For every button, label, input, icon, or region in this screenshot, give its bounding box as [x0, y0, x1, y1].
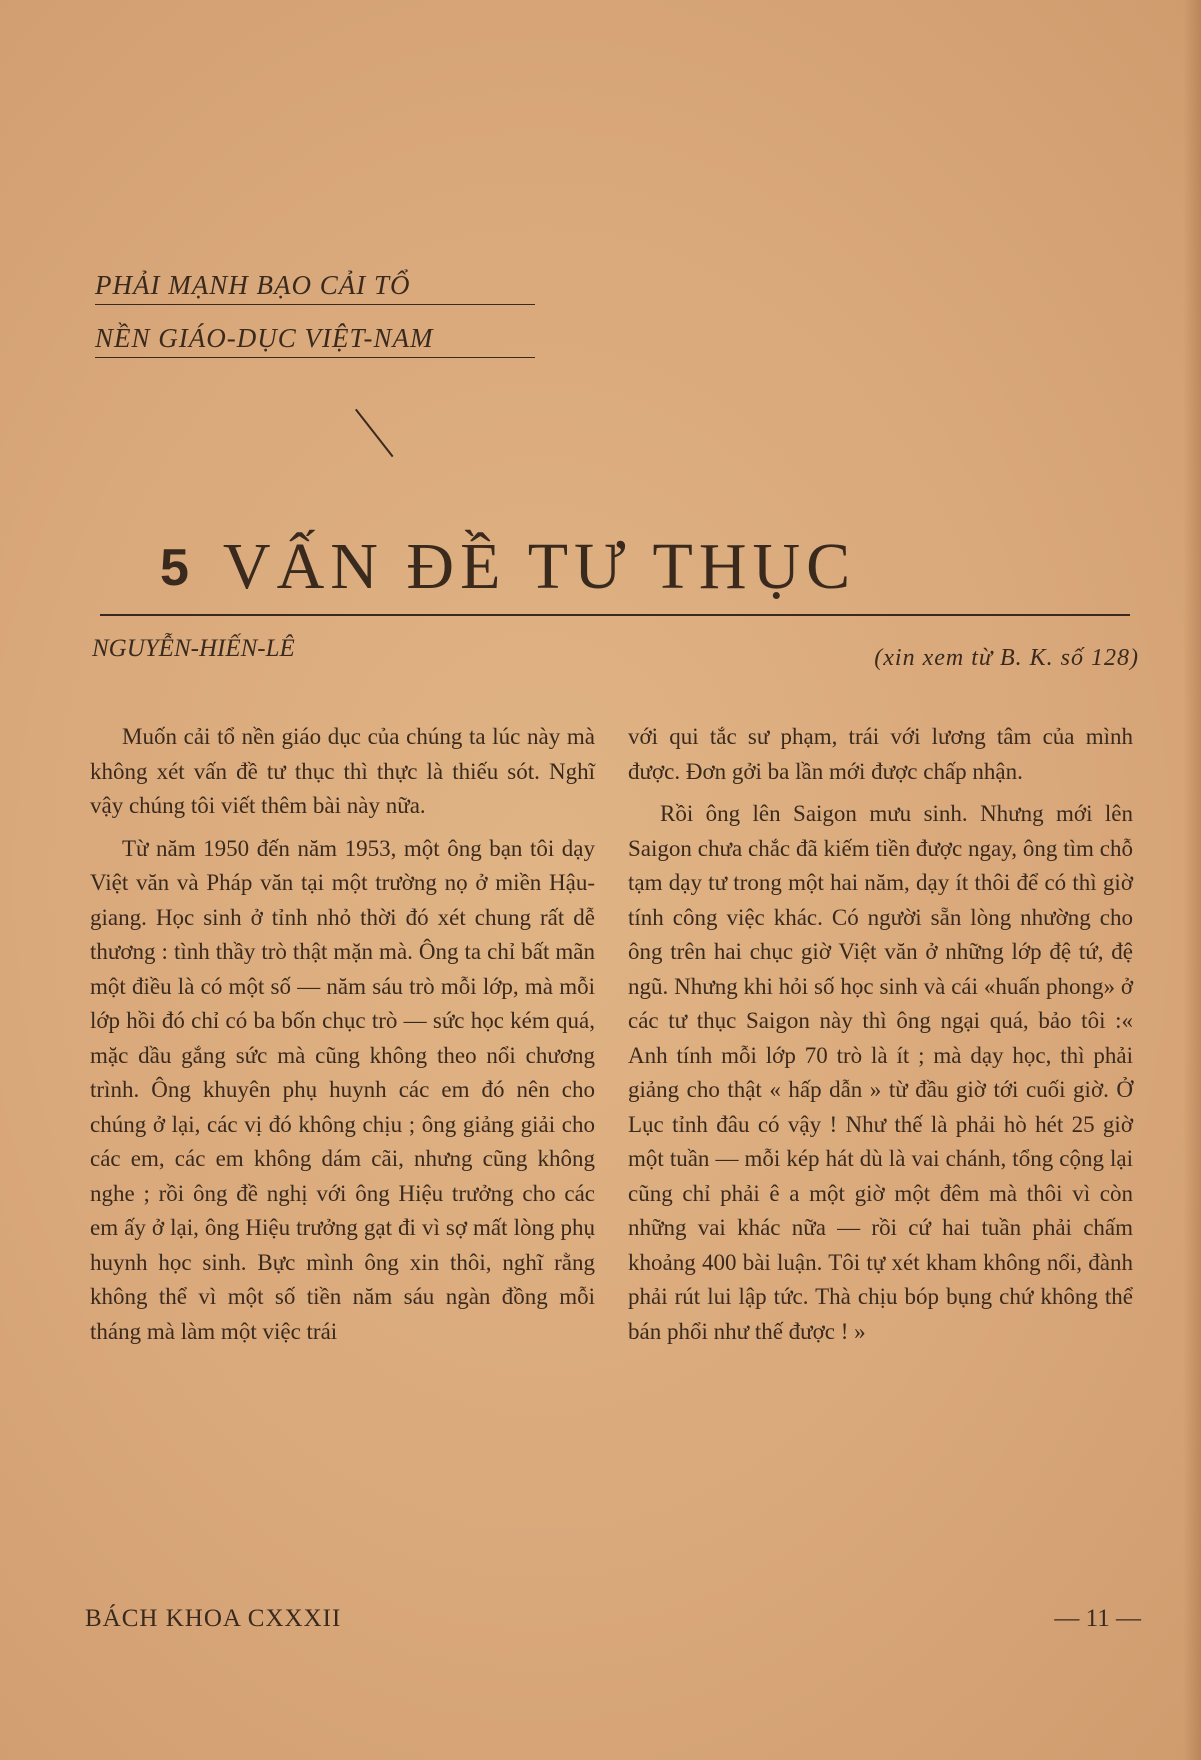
paragraph: Rồi ông lên Saigon mưu sinh. Nhưng mới lên Saigon chưa chắc đã kiếm tiền được ngay, ông tìm chỗ tạm dạy tư trong một hai năm, dạy ít thôi để có thì giờ tính công việc khác. Có người sẵn lòng nhường cho ông trên hai chục giờ Việt văn ở những lớp đệ tứ, đệ ngũ. Nhưng khi hỏi số học sinh và cái «huấn phong» ở các tư thục Saigon này thì ông ngại quá, bảo tôi :« Anh tính mỗi lớp 70 trò là ít ; mà dạy học, thì phải giảng cho thật « hấp dẫn » từ đầu giờ tới cuối giờ. Ở Lục tỉnh đâu có vậy ! Như thế là phải hò hét 25 giờ một tuần — mỗi kép hát dù là vai chánh, tổng cộng lại cũng chỉ phải ê a một giờ một đêm mà thôi vì còn những vai khác nữa — rồi cứ hai tuần phải chấm khoảng 400 bài luận. Tôi tự xét kham không nổi, đành phải rút lui lập tức. Thà chịu bóp bụng chứ không thể bán phổi như thế được ! » — [628, 801, 1133, 1344]
series-title-line-1: PHẢI MẠNH BẠO CẢI TỔ — [95, 270, 535, 305]
body-column-right — [628, 720, 1133, 1349]
footer-publication: BÁCH KHOA CXXXII — [85, 1605, 342, 1632]
paragraph: Từ năm 1950 đến năm 1953, một ông bạn tôi dạy Việt văn và Pháp văn tại một trường nọ ở miền Hậu-giang. Học sinh ở tỉnh nhỏ thời đó xét chung rất dễ thương : tình thầy trò thật mặn mà. Ông ta chỉ bất mãn một điều là có một số — năm sáu trò mỗi lớp, mà mỗi lớp hồi đó chỉ có ba bốn chục trò — sức học kém quá, mặc dầu gắng sức mà cũng không theo nổi chương trình. Ông khuyên phụ huynh các em đó nên cho chúng ở lại, các vị đó không chịu ; ông giảng giải cho các em, các em không dám cãi, nhưng cũng không nghe ; rồi ông đề nghị với ông Hiệu trưởng cho các em ấy ở lại, ông Hiệu trưởng gạt đi vì sợ mất lòng phụ huynh học sinh. Bực mình ông xin thôi, nghĩ rằng không thể vì một số tiền năm sáu ngàn đồng mỗi tháng mà làm một việc trái — [90, 835, 595, 1344]
article-title: VẤN ĐỀ TƯ THỤC — [222, 530, 857, 603]
article-author: NGUYỄN-HIẾN-LÊ — [92, 635, 295, 662]
article-reference: (xin xem từ B. K. số 128) — [874, 645, 1139, 671]
page-edge-shadow — [1183, 0, 1201, 1760]
article-number: 5 — [160, 539, 189, 597]
article-headline — [160, 510, 1150, 603]
paragraph-continuation: với qui tắc sư phạm, trái với lương tâm của mình được. Đơn gởi ba lần mới được chấp nhận. — [628, 724, 1133, 784]
series-title-line-2: NỀN GIÁO-DỤC VIỆT-NAM — [95, 323, 535, 358]
footer-page-number: — 11 — — [1054, 1605, 1141, 1632]
headline-rule — [100, 614, 1130, 616]
paragraph: Muốn cải tổ nền giáo dục của chúng ta lúc này mà không xét vấn đề tư thục thì thực là thiếu sót. Nghĩ vậy chúng tôi viết thêm bài này nữa. — [90, 724, 595, 818]
body-column-left — [90, 720, 595, 1349]
decorative-slash — [355, 409, 394, 458]
